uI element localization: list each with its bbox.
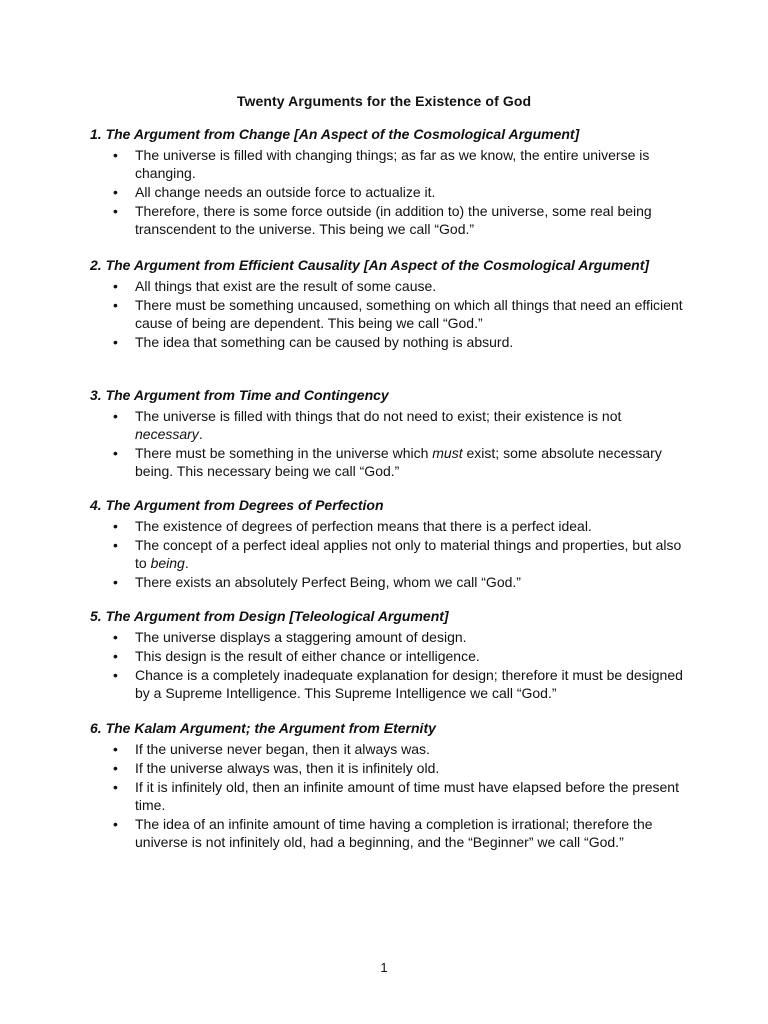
bullet-item	[90, 517, 690, 535]
section-heading: 5. The Argument from Design [Teleological Argument]	[90, 608, 449, 624]
emphasis-text: being	[150, 555, 185, 571]
bullet-item	[90, 666, 690, 702]
section-1	[90, 125, 690, 239]
bullet-dot-icon: •	[113, 648, 118, 664]
section-6	[90, 719, 690, 852]
bullet-list	[90, 740, 690, 851]
bullet-item	[90, 759, 690, 777]
bullet-item	[90, 647, 690, 665]
bullet-item	[90, 296, 690, 332]
bullet-dot-icon: •	[113, 278, 118, 294]
section-heading: 4. The Argument from Degrees of Perfection	[90, 497, 384, 513]
bullet-dot-icon: •	[113, 203, 118, 219]
bullet-text: The idea that something can be caused by nothing is absurd.	[135, 334, 514, 350]
bullet-dot-icon: •	[113, 779, 118, 795]
bullet-text: Chance is a completely inadequate explanation for design; therefore it must be designed by a Supreme Intelligence. This Supreme Intelligence we call “God.”	[135, 667, 683, 701]
bullet-dot-icon: •	[113, 408, 118, 424]
bullet-text: There must be something in the universe which	[135, 445, 433, 461]
section-heading: 1. The Argument from Change [An Aspect of the Cosmological Argument]	[90, 126, 580, 142]
bullet-text: If the universe never began, then it always was.	[135, 741, 430, 757]
bullet-item	[90, 740, 690, 758]
bullet-text: All change needs an outside force to actualize it.	[135, 184, 436, 200]
bullet-item	[90, 146, 690, 182]
bullet-dot-icon: •	[113, 741, 118, 757]
emphasis-text: must	[432, 445, 463, 461]
bullet-text: Therefore, there is some force outside (in addition to) the universe, some real being transcendent to the universe. This being we call “God.”	[135, 203, 652, 237]
bullet-item	[90, 573, 690, 591]
bullet-dot-icon: •	[113, 297, 118, 313]
bullet-text: All things that exist are the result of some cause.	[135, 278, 437, 294]
section-heading: 6. The Kalam Argument; the Argument from Eternity	[90, 720, 436, 736]
bullet-text: There exists an absolutely Perfect Being, whom we call “God.”	[135, 574, 521, 590]
bullet-dot-icon: •	[113, 760, 118, 776]
section-2	[90, 256, 690, 352]
bullet-item	[90, 815, 690, 851]
bullet-dot-icon: •	[113, 816, 118, 832]
bullet-item	[90, 183, 690, 201]
page-title: Twenty Arguments for the Existence of God	[236, 93, 532, 109]
section-heading: 2. The Argument from Efficient Causality [An Aspect of the Cosmological Argument]	[90, 257, 650, 273]
bullet-text: The universe is filled with things that do not need to exist; their existence is not	[135, 408, 622, 424]
bullet-text: The universe displays a staggering amount of design.	[135, 629, 467, 645]
bullet-text: The idea of an infinite amount of time having a completion is irrational; therefore the universe is not infinitely old, had a beginning, and the “Beginner” we call “God.”	[135, 816, 653, 850]
bullet-text: This design is the result of either chance or intelligence.	[135, 648, 480, 664]
bullet-text: If the universe always was, then it is infinitely old.	[135, 760, 440, 776]
bullet-dot-icon: •	[113, 629, 118, 645]
bullet-list	[90, 407, 690, 480]
section-4	[90, 496, 690, 592]
bullet-dot-icon: •	[113, 518, 118, 534]
bullet-item	[90, 407, 690, 443]
bullet-text: .	[184, 555, 189, 571]
bullet-list	[90, 146, 690, 238]
bullet-dot-icon: •	[113, 574, 118, 590]
bullet-text: There must be something uncaused, something on which all things that need an efficient cause of being are dependent. This being we call “God.”	[135, 297, 683, 331]
section-heading: 3. The Argument from Time and Contingency	[90, 387, 389, 403]
bullet-dot-icon: •	[113, 667, 118, 683]
bullet-dot-icon: •	[113, 445, 118, 461]
bullet-item	[90, 277, 690, 295]
bullet-text: The existence of degrees of perfection means that there is a perfect ideal.	[135, 518, 592, 534]
section-5	[90, 607, 690, 703]
bullet-item	[90, 536, 690, 572]
bullet-text: exist; some absolute necessary being. This necessary being we call “God.”	[135, 445, 662, 479]
bullet-text: If it is infinitely old, then an infinite amount of time must have elapsed before the present time.	[135, 779, 679, 813]
bullet-text: .	[198, 426, 203, 442]
bullet-list	[90, 277, 690, 351]
bullet-dot-icon: •	[113, 537, 118, 553]
bullet-item	[90, 778, 690, 814]
bullet-item	[90, 444, 690, 480]
bullet-list	[90, 628, 690, 702]
page-number: 1	[380, 960, 388, 975]
bullet-dot-icon: •	[113, 184, 118, 200]
bullet-item	[90, 202, 690, 238]
bullet-dot-icon: •	[113, 334, 118, 350]
bullet-list	[90, 517, 690, 591]
bullet-dot-icon: •	[113, 147, 118, 163]
emphasis-text: necessary	[135, 426, 199, 442]
bullet-text: The concept of a perfect ideal applies not only to material things and properties, but also to	[135, 537, 682, 571]
bullet-item	[90, 628, 690, 646]
bullet-text: The universe is filled with changing things; as far as we know, the entire universe is changing.	[135, 147, 650, 181]
section-3	[90, 386, 690, 481]
bullet-item	[90, 333, 690, 351]
